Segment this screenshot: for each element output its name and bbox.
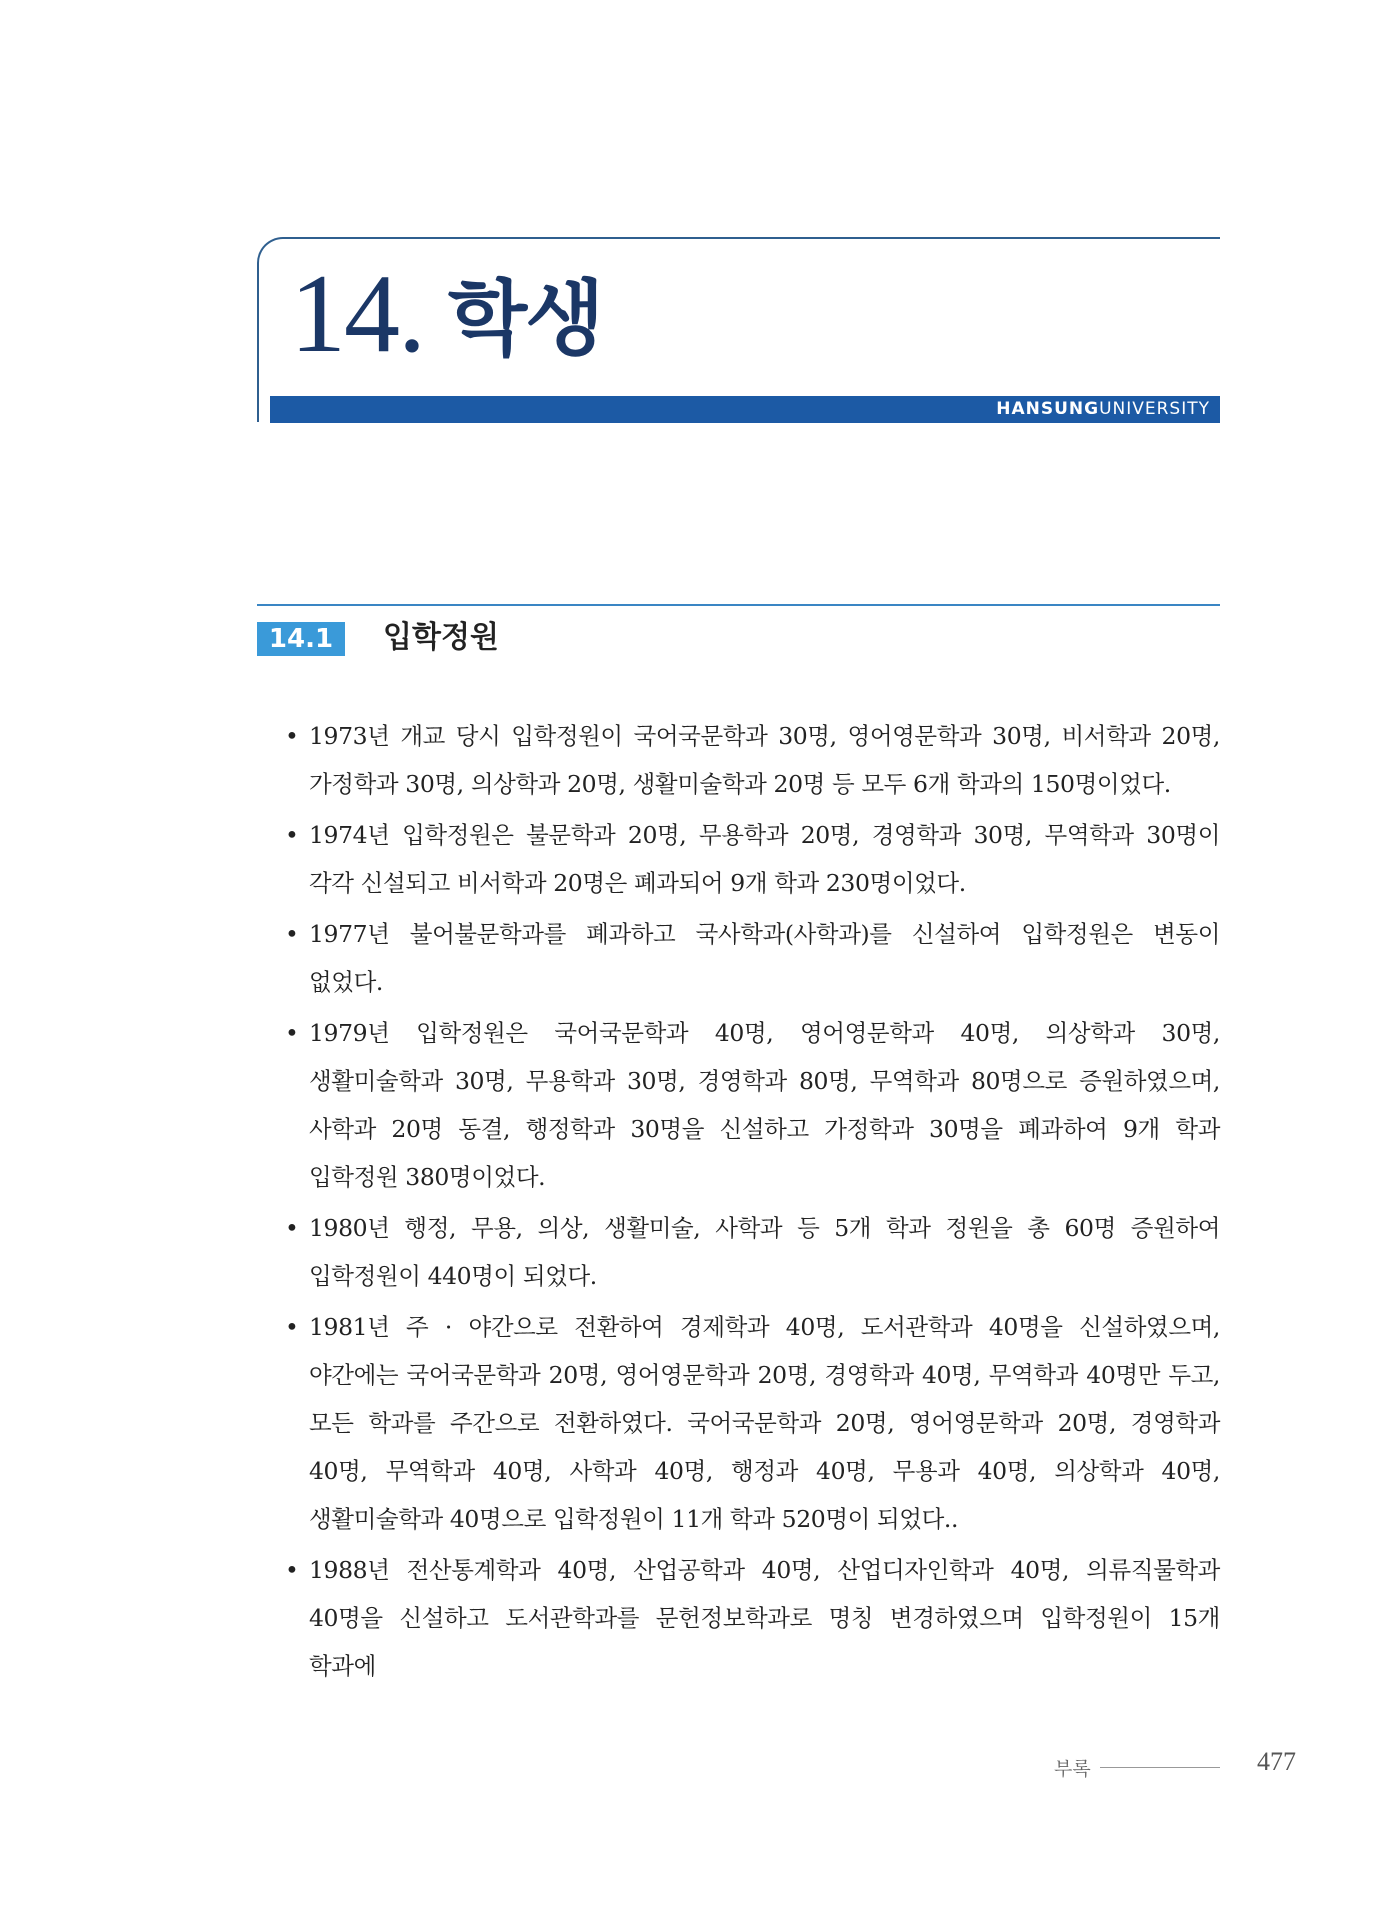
bullet-dot-icon: •: [285, 722, 299, 750]
footer-label: 부록: [1054, 1758, 1091, 1780]
list-item: [285, 910, 1220, 1006]
list-item-text: 1980년 행정, 무용, 의상, 생활미술, 사학과 등 5개 학과 정원을 총 60명 증원하여 입학정원이 440명이 되었다.: [309, 1214, 1220, 1290]
list-item: [285, 1204, 1220, 1300]
brand-light: UNIVERSITY: [1099, 399, 1210, 419]
bullet-dot-icon: •: [285, 821, 299, 849]
page-number: 477: [1257, 1747, 1296, 1776]
list-item: [285, 1303, 1220, 1543]
bullet-dot-icon: •: [285, 1313, 299, 1341]
list-item-text: 1974년 입학정원은 불문학과 20명, 무용학과 20명, 경영학과 30명, 무역학과 30명이 각각 신설되고 비서학과 20명은 폐과되어 9개 학과 230명이었다.: [309, 821, 1220, 897]
section-number: 14.1: [257, 622, 345, 656]
chapter-number: 14.: [290, 252, 424, 376]
chapter-title: [290, 252, 603, 376]
list-item: [285, 811, 1220, 907]
bullet-dot-icon: •: [285, 920, 299, 948]
section-title: 입학정원: [383, 620, 499, 655]
list-item: [285, 712, 1220, 808]
chapter-name: 학생: [448, 272, 603, 367]
university-banner: [270, 396, 1220, 423]
bullet-dot-icon: •: [285, 1019, 299, 1047]
list-item: [285, 1546, 1220, 1690]
list-item-text: 1977년 불어불문학과를 폐과하고 국사학과(사학과)를 신설하여 입학정원은 변동이 없었다.: [309, 920, 1220, 996]
section-divider: [257, 604, 1220, 606]
brand-strong: HANSUNG: [996, 399, 1100, 419]
list-item-text: 1973년 개교 당시 입학정원이 국어국문학과 30명, 영어영문학과 30명, 비서학과 20명, 가정학과 30명, 의상학과 20명, 생활미술학과 20명 등 모두 6개 학과의 150명이었다.: [309, 722, 1220, 798]
list-item-text: 1979년 입학정원은 국어국문학과 40명, 영어영문학과 40명, 의상학과 30명, 생활미술학과 30명, 무용학과 30명, 경영학과 80명, 무역학과 80명으로 증원하였으며, 사학과 20명 동결, 행정학과 30명을 신설하고 가정학과 30명을 폐과하여 9개 학과 입학정원 380명이었다.: [309, 1019, 1220, 1191]
bullet-dot-icon: •: [285, 1556, 299, 1584]
list-item: [285, 1009, 1220, 1201]
bullet-dot-icon: •: [285, 1214, 299, 1242]
footer-divider: [1100, 1767, 1220, 1768]
bullet-list: [285, 712, 1220, 1693]
list-item-text: 1981년 주 · 야간으로 전환하여 경제학과 40명, 도서관학과 40명을 신설하였으며, 야간에는 국어국문학과 20명, 영어영문학과 20명, 경영학과 40명, 무역학과 40명만 두고, 모든 학과를 주간으로 전환하였다. 국어국문학과 20명, 영어영문학과 20명, 경영학과 40명, 무역학과 40명, 사학과 40명, 행정과 40명, 무용과 40명, 의상학과 40명, 생활미술학과 40명으로 입학정원이 11개 학과 520명이 되었다..: [309, 1313, 1220, 1533]
list-item-text: 1988년 전산통계학과 40명, 산업공학과 40명, 산업디자인학과 40명, 의류직물학과 40명을 신설하고 도서관학과를 문헌정보학과로 명칭 변경하였으며 입학정원이 15개 학과에: [309, 1556, 1220, 1680]
